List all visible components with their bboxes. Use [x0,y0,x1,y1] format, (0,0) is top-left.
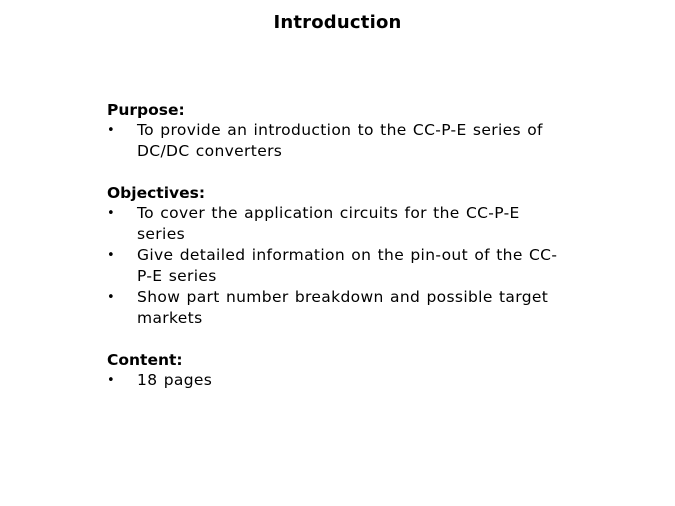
bullet-icon: • [107,373,116,388]
list-item-text: Show part number breakdown and possible target markets [137,288,549,327]
section-heading: Purpose: [107,101,185,119]
list-item [107,245,567,287]
section-heading: Objectives: [107,184,206,202]
bullet-list [107,370,567,391]
bullet-icon: • [107,248,116,263]
section-content [107,350,567,391]
list-item-text: Give detailed information on the pin-out of the CC-P-E series [137,246,558,285]
section-heading: Content: [107,351,183,369]
bullet-list [107,203,567,329]
list-item-text: To cover the application circuits for the CC-P-E series [137,204,520,243]
bullet-list [107,120,567,162]
list-item [107,203,567,245]
section-objectives [107,183,567,329]
list-item [107,120,567,162]
section-purpose [107,100,567,162]
list-item [107,287,567,329]
list-item-text: To provide an introduction to the CC-P-E series of DC/DC converters [137,121,543,160]
slide-title: Introduction [273,12,402,33]
bullet-icon: • [107,206,116,221]
list-item-text: 18 pages [137,371,213,389]
list-item [107,370,567,391]
slide-content [107,100,567,412]
bullet-icon: • [107,290,116,305]
bullet-icon: • [107,123,116,138]
